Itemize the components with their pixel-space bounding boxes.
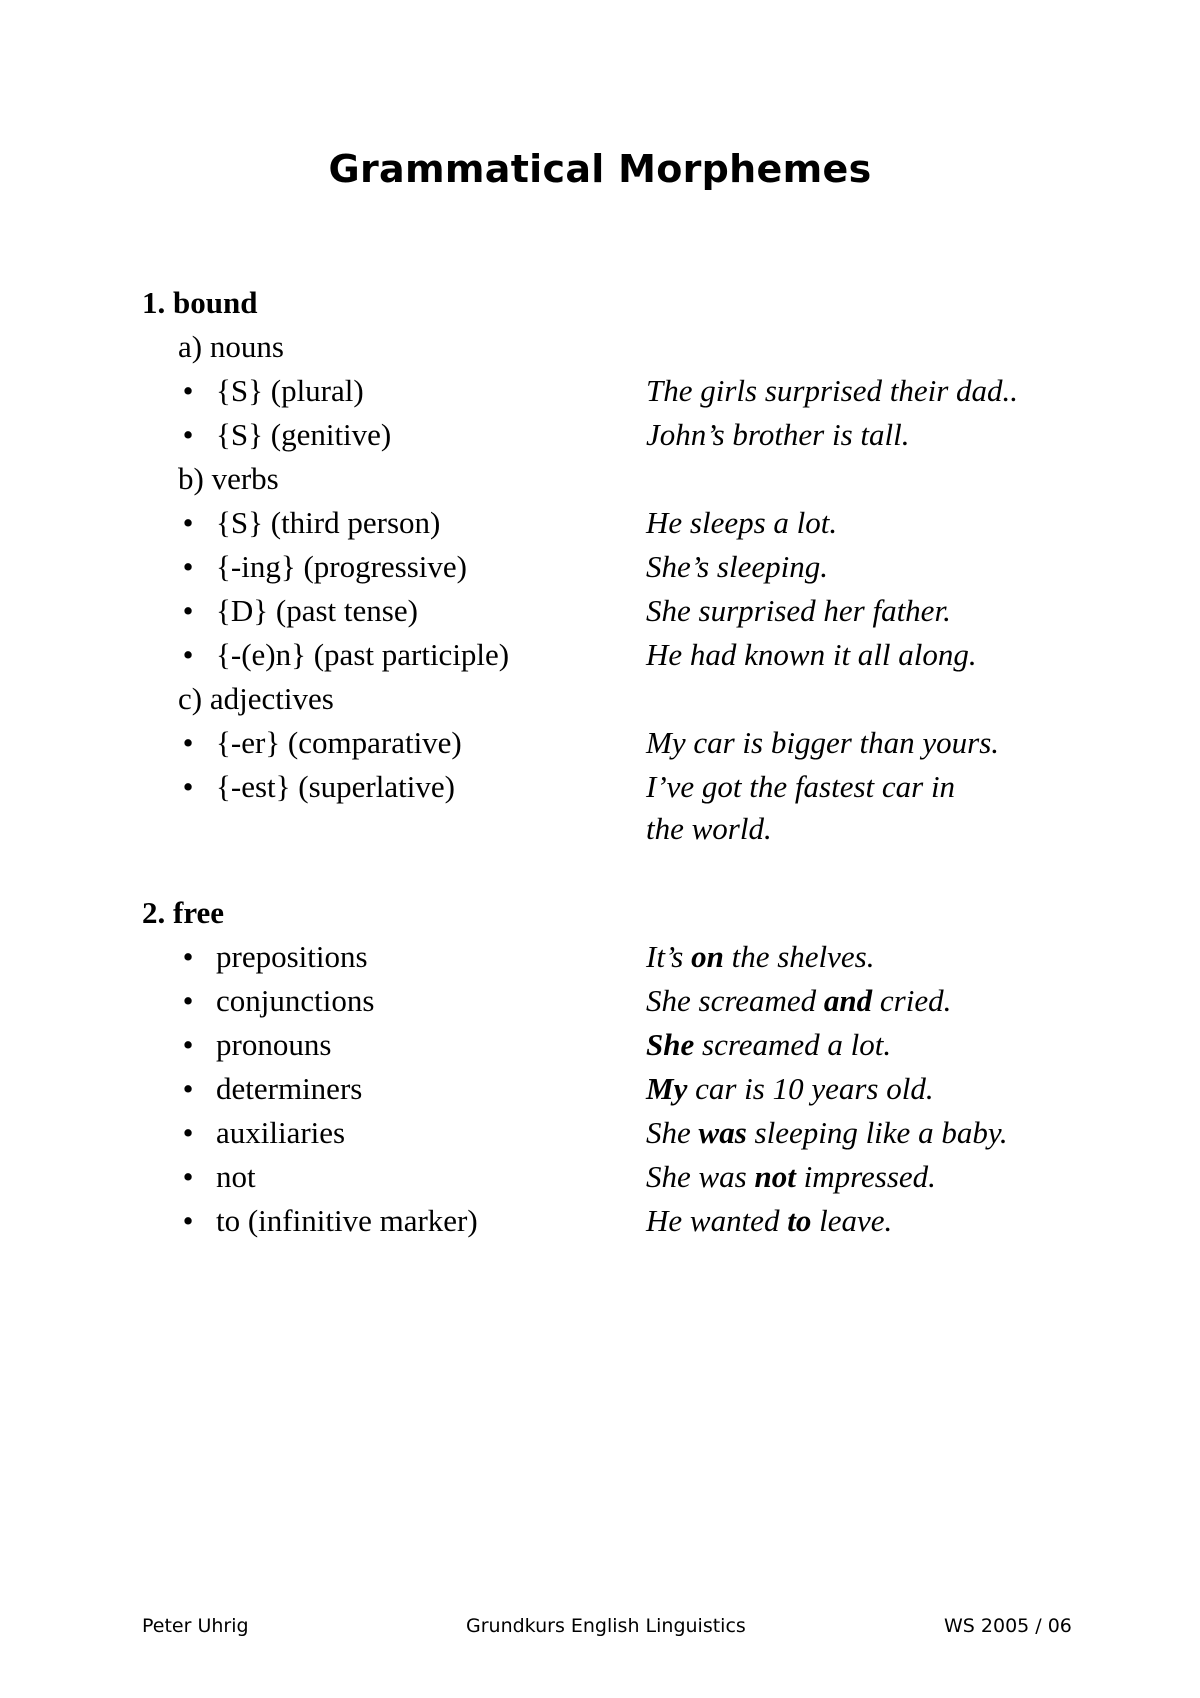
example-sentence: John’s brother is tall.: [646, 417, 910, 452]
morpheme-label: conjunctions: [216, 983, 375, 1018]
subheading-adjectives: c) adjectives: [178, 681, 334, 716]
bullet-icon: •: [182, 1027, 194, 1062]
example-highlight: She: [646, 1027, 695, 1062]
list-item: [0, 633, 1200, 677]
example-sentence: [646, 1023, 891, 1067]
example-sentence: He had known it all along.: [646, 637, 977, 672]
bullet-icon: •: [182, 1115, 194, 1150]
bullet-icon: •: [182, 983, 194, 1018]
list-item: [0, 501, 1200, 545]
morpheme-label: {-er} (comparative): [216, 725, 462, 760]
example-highlight: and: [823, 983, 873, 1018]
morpheme-label: {-(e)n} (past participle): [216, 637, 510, 672]
bullet-icon: •: [182, 1071, 194, 1106]
example-sentence: I’ve got the fastest car in: [646, 769, 956, 804]
example-text: impressed.: [795, 1159, 936, 1194]
bullet-icon: •: [182, 417, 194, 452]
example-sentence: She’s sleeping.: [646, 549, 828, 584]
morpheme-label: auxiliaries: [216, 1115, 346, 1150]
subheading-nouns: a) nouns: [178, 329, 284, 364]
morpheme-label: pronouns: [216, 1027, 332, 1062]
subheading-verbs: b) verbs: [178, 461, 279, 496]
example-text: screamed a lot.: [694, 1027, 892, 1062]
example-text: leave.: [811, 1203, 893, 1238]
example-sentence: [646, 979, 951, 1023]
example-highlight: not: [754, 1159, 796, 1194]
subheading-row: [0, 677, 1200, 721]
list-item: [0, 589, 1200, 633]
list-item: [0, 1067, 1200, 1111]
morpheme-label: {S} (genitive): [216, 417, 392, 452]
subheading-row: [0, 457, 1200, 501]
bullet-icon: •: [182, 637, 194, 672]
bullet-icon: •: [182, 1203, 194, 1238]
example-sentence: She surprised her father.: [646, 593, 951, 628]
bullet-icon: •: [182, 769, 194, 804]
section-heading-free: 2. free: [142, 895, 225, 930]
example-sentence: [646, 1199, 892, 1243]
page-title: Grammatical Morphemes: [328, 147, 872, 191]
bullet-icon: •: [182, 549, 194, 584]
section-heading-bound: 1. bound: [142, 285, 258, 320]
example-text: It’s: [646, 939, 692, 974]
example-sentence: [646, 1111, 1008, 1155]
example-sentence: The girls surprised their dad..: [646, 373, 1019, 408]
subheading-row: [0, 325, 1200, 369]
bullet-icon: •: [182, 373, 194, 408]
list-item: [0, 721, 1200, 765]
list-item: [0, 765, 1200, 809]
bullet-icon: •: [182, 939, 194, 974]
example-sentence: My car is bigger than yours.: [646, 725, 1000, 760]
bullet-icon: •: [182, 725, 194, 760]
list-item-continuation: [0, 807, 1200, 851]
example-text: the shelves.: [723, 939, 875, 974]
list-item: [0, 1199, 1200, 1243]
bullet-icon: •: [182, 1159, 194, 1194]
morpheme-label: {S} (plural): [216, 373, 364, 408]
example-text: She: [646, 1115, 699, 1150]
morpheme-label: {-ing} (progressive): [216, 549, 467, 584]
example-sentence-continuation: the world.: [646, 811, 772, 846]
example-highlight: was: [698, 1115, 747, 1150]
list-item: [0, 1155, 1200, 1199]
list-item: [0, 979, 1200, 1023]
morpheme-label: {D} (past tense): [216, 593, 418, 628]
list-item: [0, 369, 1200, 413]
morpheme-label: {S} (third person): [216, 505, 441, 540]
example-sentence: [646, 935, 874, 979]
list-item: [0, 1023, 1200, 1067]
example-text: cried.: [872, 983, 952, 1018]
example-highlight: to: [787, 1203, 812, 1238]
example-text: car is 10 years old.: [687, 1071, 934, 1106]
example-sentence: He sleeps a lot.: [646, 505, 838, 540]
example-highlight: My: [646, 1071, 688, 1106]
footer-course: Grundkurs English Linguistics: [466, 1615, 746, 1637]
example-text: She screamed: [646, 983, 824, 1018]
list-item: [0, 545, 1200, 589]
list-item: [0, 935, 1200, 979]
list-item: [0, 1111, 1200, 1155]
morpheme-label: determiners: [216, 1071, 363, 1106]
footer-term: WS 2005 / 06: [944, 1615, 1072, 1637]
example-text: He wanted: [646, 1203, 788, 1238]
bullet-icon: •: [182, 593, 194, 628]
example-highlight: on: [691, 939, 724, 974]
morpheme-label: not: [216, 1159, 256, 1194]
example-text: She was: [646, 1159, 755, 1194]
footer-author: Peter Uhrig: [142, 1615, 249, 1637]
morpheme-label: to (infinitive marker): [216, 1203, 478, 1238]
morpheme-label: {-est} (superlative): [216, 769, 455, 804]
morpheme-label: prepositions: [216, 939, 368, 974]
list-item: [0, 413, 1200, 457]
example-text: sleeping like a baby.: [746, 1115, 1008, 1150]
bullet-icon: •: [182, 505, 194, 540]
example-sentence: [646, 1067, 934, 1111]
example-sentence: [646, 1155, 936, 1199]
